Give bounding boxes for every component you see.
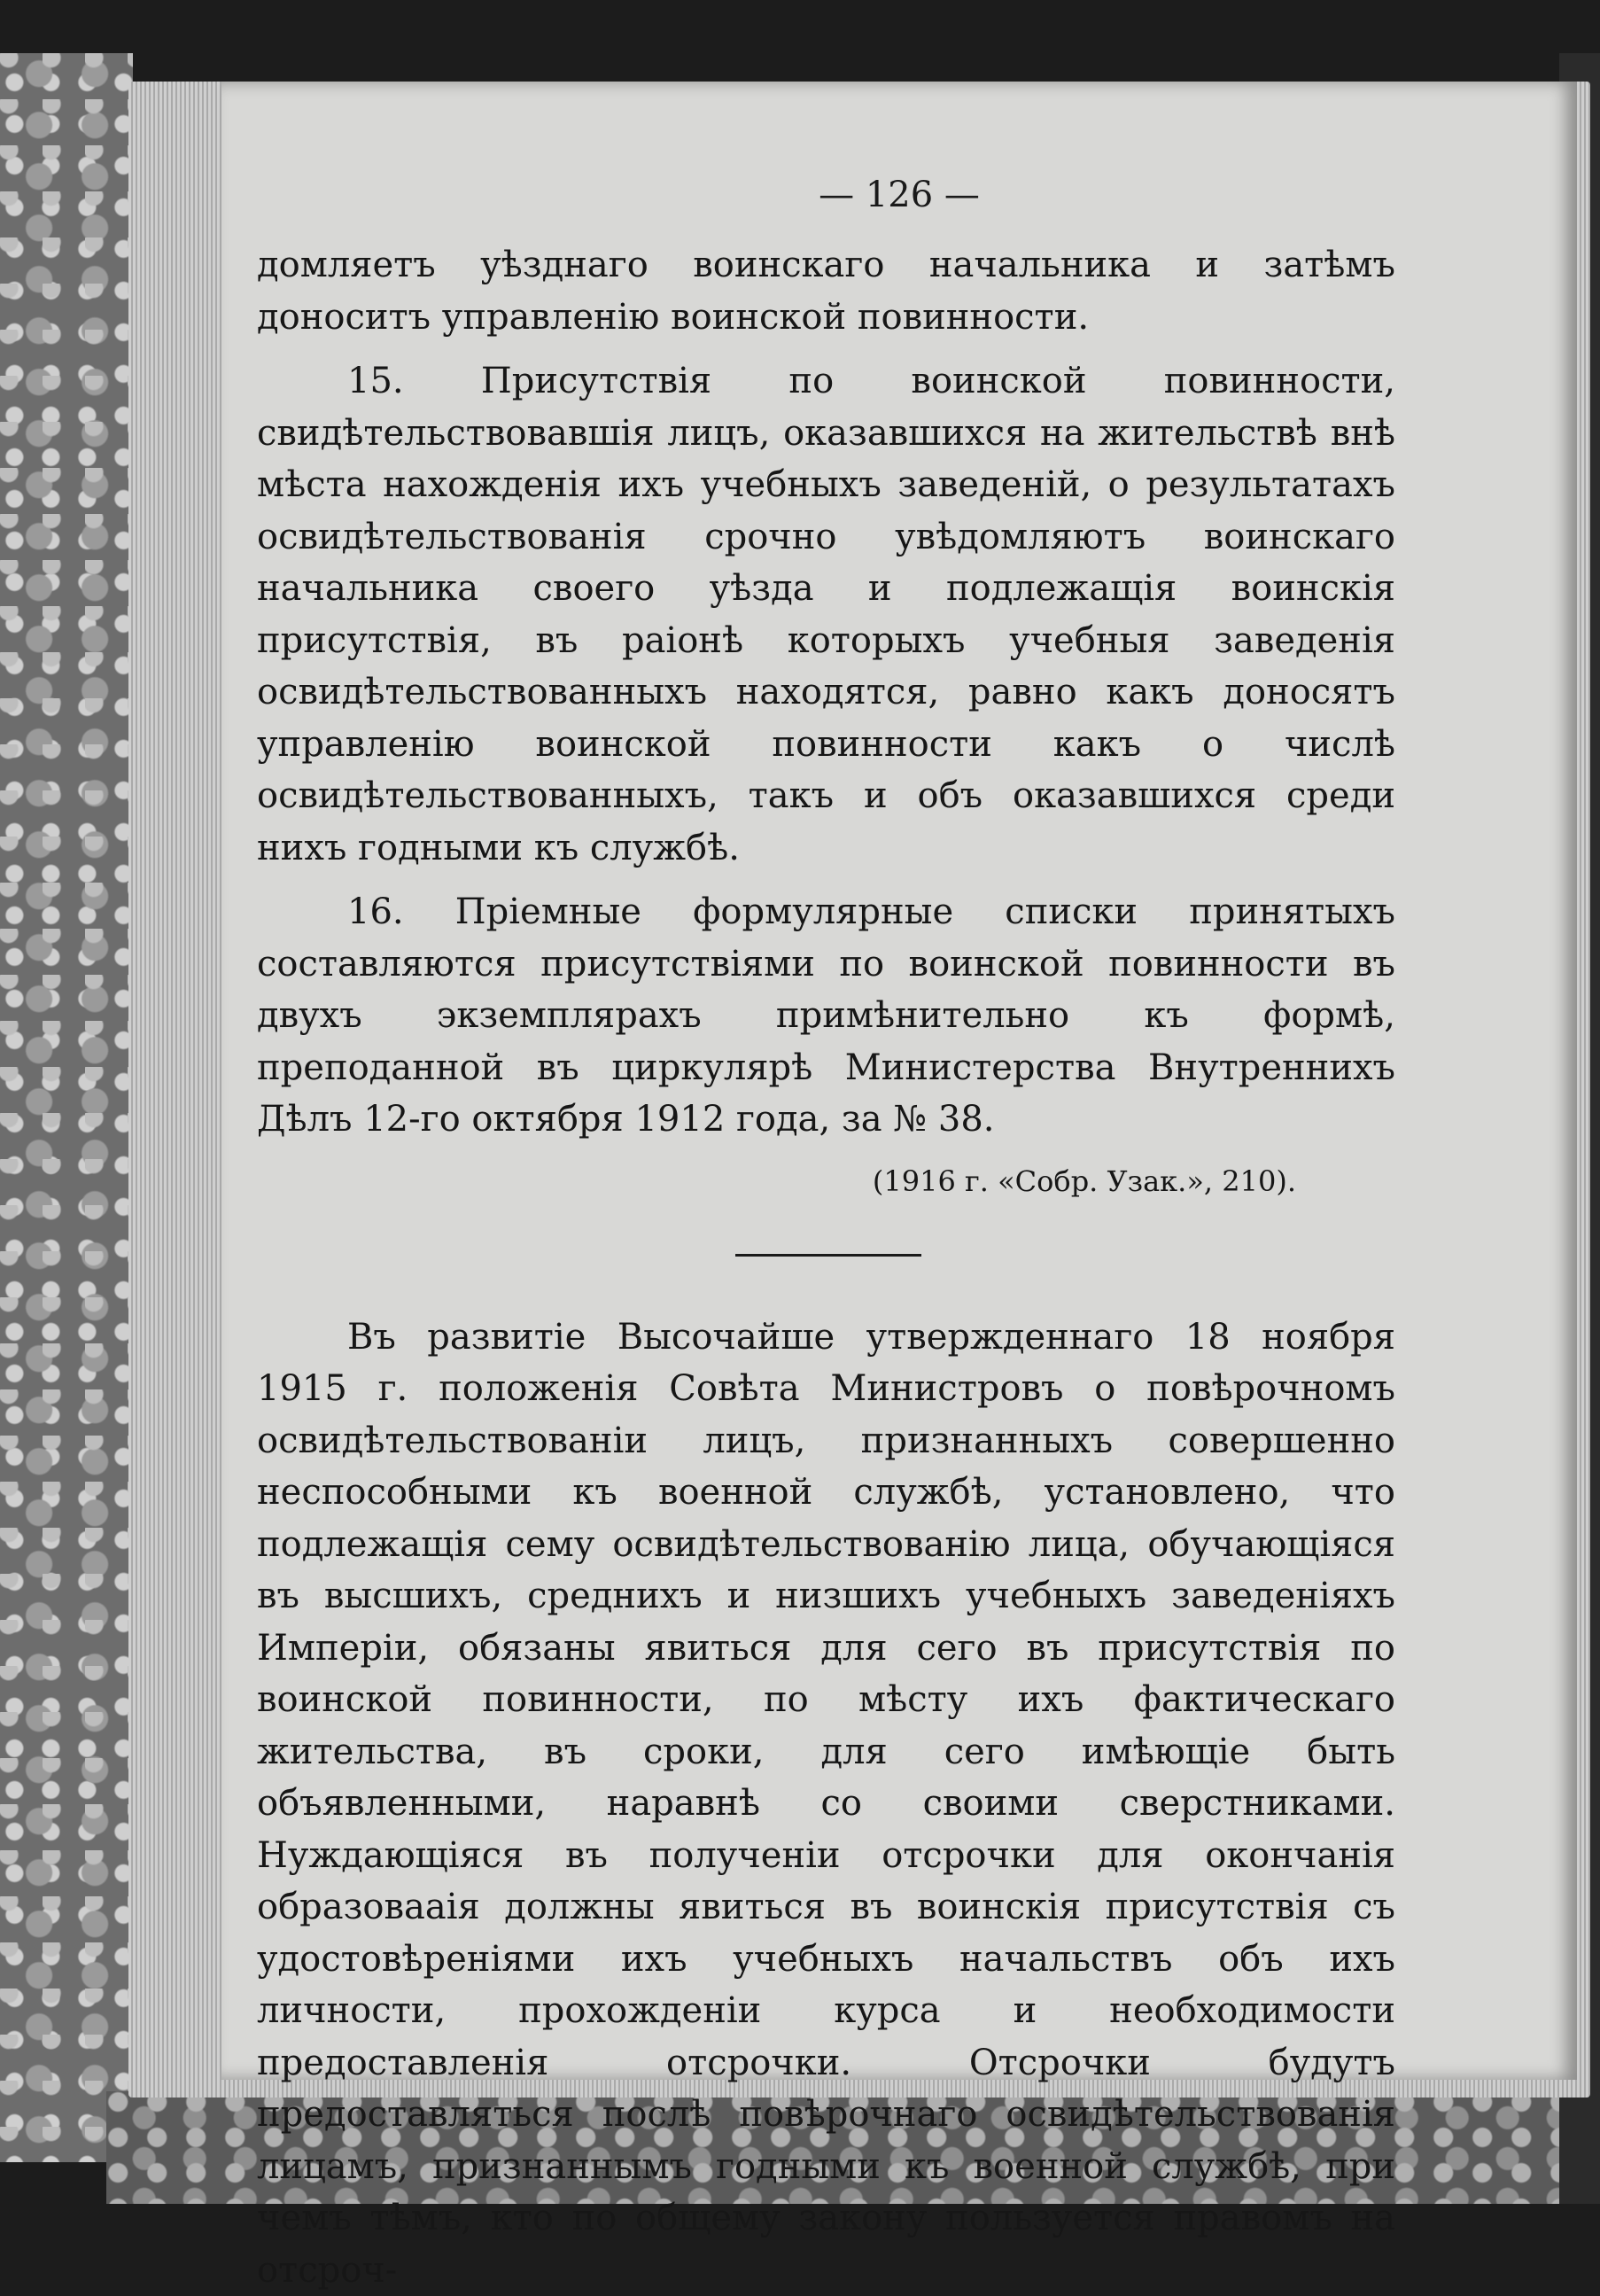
citation: (1916 г. «Собр. Узак.», 210). [257,1160,1395,1202]
page-text [257,239,1395,2296]
book-cover-left-edge [0,53,133,2162]
paragraph-item-15: 15. Присутствія по воинской повинности, свидѣтельствовавшія лицъ, оказавшихся на жительствѣ внѣ мѣста нахожденія ихъ учебныхъ заведеній, о результатахъ освидѣтельствованія срочно увѣдомляютъ воинскаго начальника своего уѣзда и подлежащія воинскія присутствія, въ раіонѣ которыхъ учебныя заведенія освидѣтельствованныхъ находятся, равно какъ доносятъ управленію воинской повинности какъ о числѣ освидѣтельствованныхъ, такъ и объ оказавшихся среди нихъ годными къ службѣ. [257,355,1395,874]
paragraph-section-2: Въ развитіе Высочайше утвержденнаго 18 ноября 1915 г. положенія Совѣта Министровъ о повѣрочномъ освидѣтельствованіи лицъ, признанныхъ совершенно неспособными къ военной службѣ, установлено, что подлежащія сему освидѣтельствованію лица, обучающіяся въ высшихъ, среднихъ и низшихъ учебныхъ заведеніяхъ Имперіи, обязаны явиться для сего въ присутствія по воинской повинности, по мѣсту ихъ фактическаго жительства, въ сроки, для сего имѣющіе быть объявленными, наравнѣ со своими сверстниками. Нуждающіяся въ полученіи отсрочки для окончанія образовааія должны явиться въ воинскія присутствія съ удостовѣреніями ихъ учебныхъ начальствъ объ ихъ личности, прохожденіи курса и необходимости предоставленія отсрочки. Отсрочки будутъ предоставляться послѣ повѣрочнаго освидѣтельствованія лицамъ, признаннымъ годными къ военной службѣ, при чемъ тѣмъ, кто по общему закону пользуется правомъ на отсроч- [257,1311,1395,2296]
paragraph-item-16: 16. Пріемные формулярные списки принятыхъ составляются присутствіями по воинской повинности въ двухъ экземплярахъ примѣнительно къ формѣ, преподанной въ циркулярѣ Министерства Внутреннихъ Дѣлъ 12-го октября 1912 года, за № 38. [257,886,1395,1146]
paragraph-continuation: домляетъ уѣзднаго воинскаго начальника и затѣмъ доноситъ управленію воинской повинности. [257,239,1395,343]
book-page [221,82,1577,2080]
page-number: — 126 — [221,175,1577,215]
section-divider [735,1254,921,1257]
